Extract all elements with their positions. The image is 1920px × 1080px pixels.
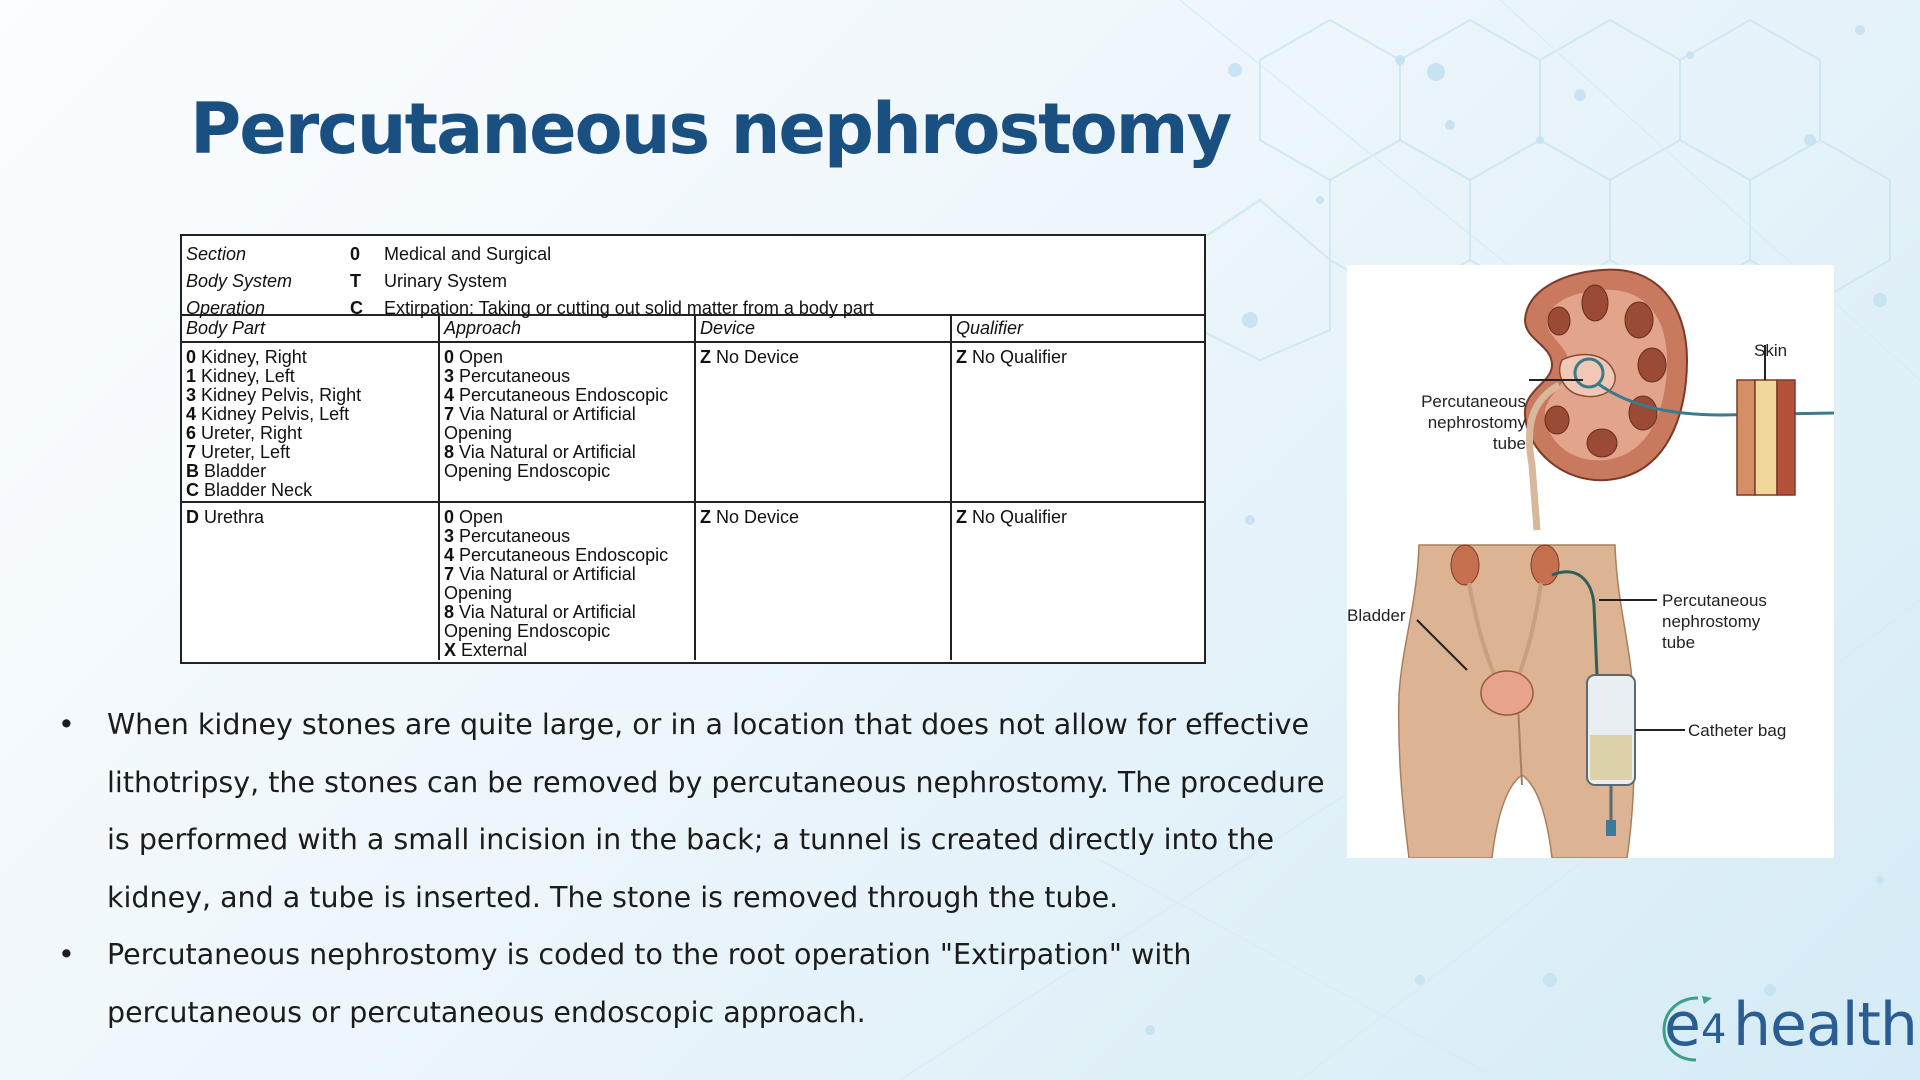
value-text: Opening Endoscopic (444, 461, 611, 481)
column-header-approach: Approach (438, 316, 694, 341)
cell-value (444, 641, 694, 660)
cell-value (186, 481, 438, 500)
value-text: Opening (444, 583, 513, 603)
header-row-section (182, 241, 1204, 268)
value-code: 6 (186, 423, 197, 443)
value-code: Z (700, 507, 711, 527)
bullet-line: • Percutaneous nephrostomy is coded to the root operation "Extirpation" with (107, 938, 1192, 971)
value-code: D (186, 507, 199, 527)
value-code: 7 (186, 442, 197, 462)
cell-value (444, 508, 694, 527)
cell-qualifier (950, 343, 1204, 501)
value-text: Kidney Pelvis, Right (201, 385, 362, 405)
bullet-item (58, 696, 1358, 926)
cell-approach (438, 343, 694, 501)
logo-four: 4 (1701, 1007, 1727, 1053)
value-text: Open (459, 347, 504, 367)
value-code: 0 (186, 347, 197, 367)
value-text: Via Natural or Artificial (459, 404, 636, 424)
table-header-block (182, 236, 1204, 316)
value-text: Percutaneous (459, 526, 571, 546)
bullet-item (58, 926, 1358, 1041)
value-code: 4 (444, 385, 455, 405)
value-text: Via Natural or Artificial (459, 442, 636, 462)
cell-value (700, 348, 950, 367)
value-text: Via Natural or Artificial (459, 564, 636, 584)
header-code: C (350, 298, 363, 318)
value-code: 0 (444, 507, 455, 527)
value-code: B (186, 461, 199, 481)
cell-value (186, 462, 438, 481)
value-text: Kidney, Right (201, 347, 307, 367)
label-tube-bottom (1662, 590, 1767, 653)
value-text: Percutaneous Endoscopic (459, 545, 669, 565)
header-code: T (350, 271, 361, 291)
cell-value (444, 527, 694, 546)
value-code: 7 (444, 564, 455, 584)
cell-value (444, 462, 694, 481)
column-header-body-part: Body Part (186, 318, 266, 338)
cell-value (700, 508, 950, 527)
cell-value (186, 424, 438, 443)
cell-value (186, 386, 438, 405)
value-text: No Qualifier (972, 507, 1068, 527)
header-desc: Medical and Surgical (384, 244, 552, 264)
value-code: X (444, 640, 457, 660)
value-text: Via Natural or Artificial (459, 602, 636, 622)
label-tube-bottom-line: tube (1662, 633, 1696, 652)
cell-approach (438, 503, 694, 660)
value-code: Z (956, 347, 967, 367)
cell-value (956, 508, 1204, 527)
label-tube-top-line: nephrostomy (1427, 413, 1526, 432)
cell-value (186, 405, 438, 424)
cell-value (444, 565, 694, 584)
cell-value (444, 386, 694, 405)
cell-device (694, 343, 950, 501)
header-label: Section (186, 244, 247, 264)
value-code: 8 (444, 442, 455, 462)
logo-e: e (1664, 990, 1701, 1060)
cell-value (444, 622, 694, 641)
page-title: Percutaneous nephrostomy (190, 88, 1231, 170)
value-text: No Qualifier (972, 347, 1068, 367)
bullet-line: kidney, and a tube is inserted. The stone is removed through the tube. (107, 880, 1119, 914)
bullet-line: percutaneous or percutaneous endoscopic approach. (107, 995, 866, 1029)
cell-value (186, 508, 438, 527)
bullet-line: is performed with a small incision in the back; a tunnel is created directly into the (107, 823, 1275, 856)
value-text: Bladder Neck (204, 480, 313, 500)
label-tube-top (1399, 391, 1526, 454)
cell-value (186, 348, 438, 367)
value-text: No Device (716, 347, 800, 367)
cell-value (444, 584, 694, 603)
column-header-device: Device (694, 316, 950, 341)
cell-value (444, 603, 694, 622)
cell-value (186, 443, 438, 462)
cell-value (444, 424, 694, 443)
cell-device (694, 503, 950, 660)
value-text: Bladder (204, 461, 267, 481)
column-header-qualifier: Qualifier (950, 316, 1204, 341)
bullet-line: lithotripsy, the stones can be removed by percutaneous nephrostomy. The procedure (107, 765, 1325, 799)
cell-body-part (182, 343, 438, 501)
value-text: Opening (444, 423, 513, 443)
label-bladder: Bladder (1347, 606, 1406, 625)
value-text: External (461, 640, 528, 660)
skin-layers (1737, 345, 1795, 495)
value-text: Open (459, 507, 504, 527)
cell-value (186, 367, 438, 386)
header-label: Body System (186, 271, 293, 291)
label-tube-bottom-line: nephrostomy (1662, 612, 1761, 631)
cell-value (444, 546, 694, 565)
bullet-line: • When kidney stones are quite large, or in a location that does not allow for effective (107, 708, 1310, 741)
bullet-list (58, 696, 1358, 1041)
value-code: 4 (186, 404, 197, 424)
label-tube-bottom-line: Percutaneous (1662, 591, 1767, 610)
cell-value (444, 367, 694, 386)
value-text: No Device (716, 507, 800, 527)
logo-health: health (1733, 990, 1917, 1060)
value-text: Ureter, Left (201, 442, 291, 462)
value-code: 0 (444, 347, 455, 367)
value-text: Kidney, Left (201, 366, 295, 386)
cell-value (444, 348, 694, 367)
icd-pcs-table (180, 234, 1206, 664)
header-desc: Urinary System (384, 271, 508, 291)
value-code: 8 (444, 602, 455, 622)
table-row (182, 343, 1204, 503)
value-text: Percutaneous Endoscopic (459, 385, 669, 405)
value-code: 3 (186, 385, 197, 405)
cell-qualifier (950, 503, 1204, 660)
label-skin: Skin (1754, 341, 1788, 360)
cell-value (444, 405, 694, 424)
kidney-cross-section (1525, 270, 1687, 481)
header-code: 0 (350, 244, 361, 264)
header-label: Operation (186, 298, 266, 318)
label-catheter-bag: Catheter bag (1688, 721, 1787, 740)
e4health-logo (1664, 990, 1917, 1068)
cell-value (444, 443, 694, 462)
nephrostomy-illustration (1347, 265, 1834, 858)
label-tube-top-line: tube (1492, 434, 1526, 453)
value-code: C (186, 480, 199, 500)
column-headers (182, 316, 1204, 343)
value-text: Percutaneous (459, 366, 571, 386)
value-text: Urethra (204, 507, 265, 527)
value-code: Z (700, 347, 711, 367)
header-row-body-system (182, 268, 1204, 295)
header-desc: Extirpation: Taking or cutting out solid matter from a body part (384, 298, 874, 318)
value-code: 7 (444, 404, 455, 424)
cell-body-part (182, 503, 438, 660)
label-tube-top-line: Percutaneous (1421, 392, 1526, 411)
cell-value (956, 348, 1204, 367)
value-code: 1 (186, 366, 197, 386)
value-text: Opening Endoscopic (444, 621, 611, 641)
value-code: 3 (444, 366, 455, 386)
value-code: Z (956, 507, 967, 527)
value-code: 3 (444, 526, 455, 546)
value-text: Kidney Pelvis, Left (201, 404, 350, 424)
value-text: Ureter, Right (201, 423, 303, 443)
value-code: 4 (444, 545, 455, 565)
table-row (182, 503, 1204, 660)
